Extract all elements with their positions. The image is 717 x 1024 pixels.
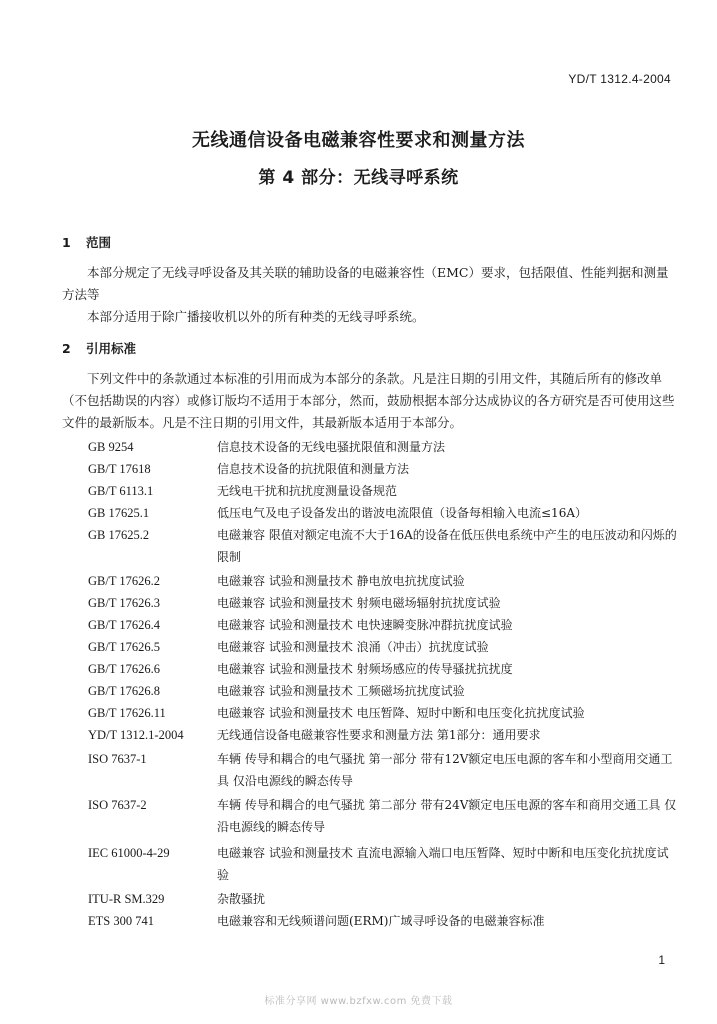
page-number: 1 bbox=[658, 953, 665, 967]
reference-code: GB/T 17626.8 bbox=[88, 684, 160, 698]
reference-title: 电磁兼容 限值对额定电流不大于16A的设备在低压供电系统中产生的电压波动和闪烁的限制 bbox=[217, 528, 677, 564]
reference-title: 车辆 传导和耦合的电气骚扰 第二部分 带有24V额定电压电源的客车和商用交通工具 仅沿电源线的瞬态传导 bbox=[217, 798, 677, 834]
document-title: 无线通信设备电磁兼容性要求和测量方法 bbox=[192, 130, 525, 151]
reference-code: GB/T 17626.11 bbox=[88, 706, 166, 720]
reference-title: 电磁兼容和无线频谱问题(ERM)广域寻呼设备的电磁兼容标准 bbox=[217, 914, 545, 928]
standard-code: YD/T 1312.4-2004 bbox=[568, 72, 671, 86]
reference-title: 信息技术设备的无线电骚扰限值和测量方法 bbox=[217, 440, 446, 454]
section-number: 2 bbox=[62, 341, 71, 356]
reference-code: GB 17625.1 bbox=[88, 506, 150, 520]
reference-title: 电磁兼容 试验和测量技术 浪涌（冲击）抗扰度试验 bbox=[217, 640, 489, 654]
reference-code: GB/T 17626.3 bbox=[88, 596, 160, 610]
reference-title: 低压电气及电子设备发出的谐波电流限值（设备每相输入电流≤16A） bbox=[217, 506, 587, 520]
section-1-heading bbox=[62, 233, 111, 251]
reference-code: GB/T 17626.2 bbox=[88, 574, 160, 588]
reference-code: ISO 7637-1 bbox=[88, 752, 147, 766]
reference-title: 信息技术设备的抗扰限值和测量方法 bbox=[217, 462, 410, 476]
reference-code: GB 17625.2 bbox=[88, 528, 150, 542]
reference-title: 电磁兼容 试验和测量技术 电快速瞬变脉冲群抗扰度试验 bbox=[217, 618, 513, 632]
reference-code: GB/T 17626.4 bbox=[88, 618, 160, 632]
reference-code: GB/T 17626.6 bbox=[88, 662, 160, 676]
reference-code: GB/T 6113.1 bbox=[88, 484, 154, 498]
section-title: 范围 bbox=[86, 235, 112, 250]
section-2-heading bbox=[62, 339, 136, 357]
section-2-intro: 下列文件中的条款通过本标准的引用而成为本部分的条款。凡是注日期的引用文件，其随后所有的修改单（不包括勘误的内容）或修订版均不适用于本部分，然而，鼓励根据本部分达成协议的各方研究是否可使用这些文件的最新版本。凡是不注日期的引用文件，其最新版本适用于本部分。 bbox=[62, 371, 675, 430]
section-1-paragraph: 本部分适用于除广播接收机以外的所有种类的无线寻呼系统。 bbox=[87, 309, 425, 324]
reference-title: 无线电干扰和抗扰度测量设备规范 bbox=[217, 484, 398, 498]
reference-title: 电磁兼容 试验和测量技术 射频电磁场辐射抗扰度试验 bbox=[217, 596, 501, 610]
reference-code: GB 9254 bbox=[88, 440, 134, 454]
reference-code: GB/T 17626.5 bbox=[88, 640, 160, 654]
reference-title: 电磁兼容 试验和测量技术 静电放电抗扰度试验 bbox=[217, 574, 465, 588]
reference-title: 杂散骚扰 bbox=[217, 892, 266, 906]
reference-title: 电磁兼容 试验和测量技术 射频场感应的传导骚扰抗扰度 bbox=[217, 662, 513, 676]
reference-title: 电磁兼容 试验和测量技术 工频磁场抗扰度试验 bbox=[217, 684, 465, 698]
section-1-paragraph: 本部分规定了无线寻呼设备及其关联的辅助设备的电磁兼容性（EMC）要求，包括限值、性能判据和测量方法等 bbox=[62, 265, 669, 302]
reference-code: ISO 7637-2 bbox=[88, 798, 147, 812]
reference-code: ETS 300 741 bbox=[88, 914, 154, 928]
reference-code: IEC 61000-4-29 bbox=[88, 846, 170, 860]
reference-title: 无线通信设备电磁兼容性要求和测量方法 第1部分：通用要求 bbox=[217, 728, 541, 742]
reference-code: ITU-R SM.329 bbox=[88, 892, 165, 906]
reference-code: GB/T 17618 bbox=[88, 462, 151, 476]
reference-code: YD/T 1312.1-2004 bbox=[88, 728, 184, 742]
reference-title: 电磁兼容 试验和测量技术 直流电源输入端口电压暂降、短时中断和电压变化抗扰度试验 bbox=[217, 846, 669, 882]
reference-title: 车辆 传导和耦合的电气骚扰 第一部分 带有12V额定电压电源的客车和小型商用交通工具 仅沿电源线的瞬态传导 bbox=[217, 752, 673, 788]
section-number: 1 bbox=[62, 235, 71, 250]
document-subtitle: 第 4 部分：无线寻呼系统 bbox=[258, 168, 459, 188]
reference-title: 电磁兼容 试验和测量技术 电压暂降、短时中断和电压变化抗扰度试验 bbox=[217, 706, 585, 720]
section-title: 引用标准 bbox=[86, 341, 137, 356]
watermark-text: 标准分享网 www.bzfxw.com 免费下载 bbox=[264, 996, 453, 1007]
